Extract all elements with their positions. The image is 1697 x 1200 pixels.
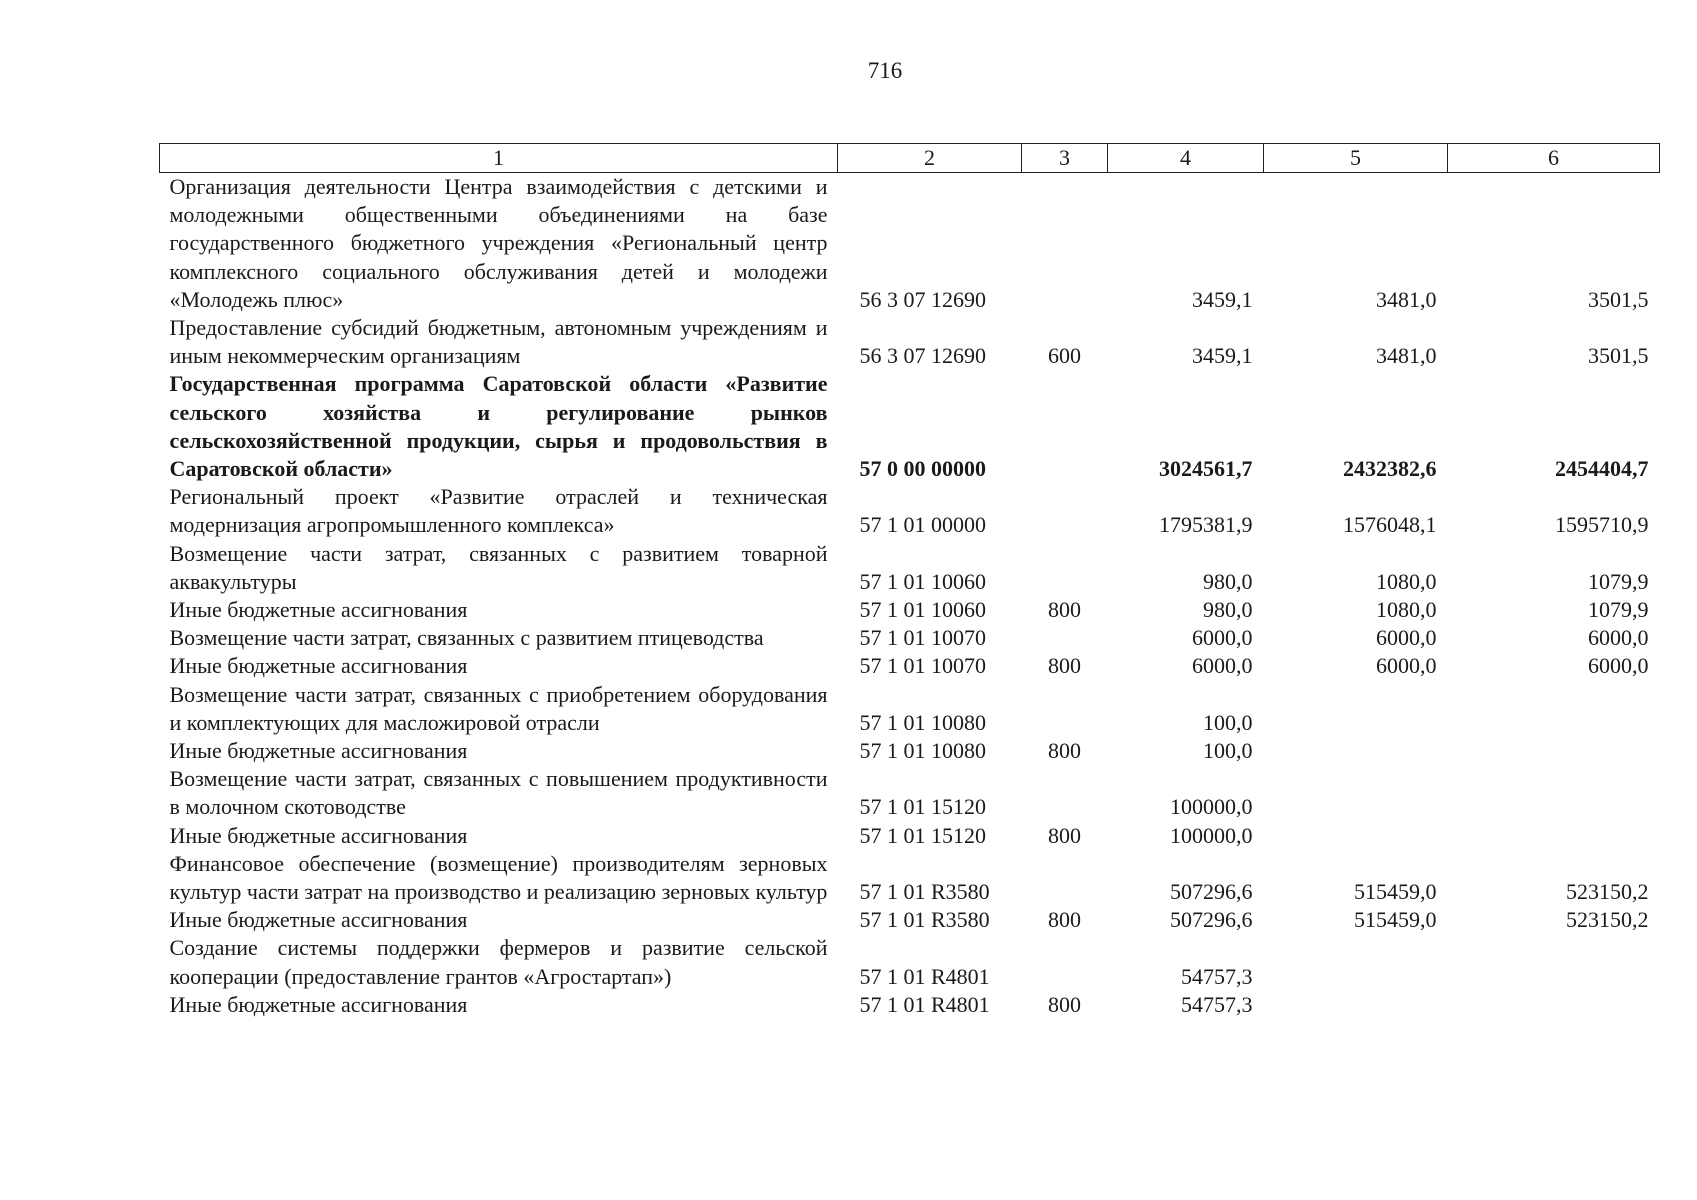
row-value-col4: 100,0: [1203, 738, 1253, 764]
row-code: 57 1 01 10070: [859, 625, 986, 651]
table-row: [160, 737, 1660, 765]
row-value-col4: 100,0: [1203, 709, 1253, 735]
row-group: [1022, 540, 1108, 596]
row-name: Организация деятельности Центра взаимодействия с детскими и молодежными общественными объединениями на базе государственного бюджетного учреждения «Региональный центр комплексного социального обслуживания детей и молодежи «Молодежь плюс»: [169, 174, 828, 312]
row-value-col6: 1079,9: [1588, 568, 1649, 594]
row-value-col6: [1448, 822, 1660, 850]
row-name: Иные бюджетные ассигнования: [169, 738, 468, 764]
row-code: 57 1 01 10060: [859, 568, 986, 594]
row-value-col6: [1448, 934, 1660, 990]
row-value-col5: [1264, 737, 1448, 765]
row-value-col5: 515459,0: [1354, 879, 1437, 905]
row-value-col4: 3459,1: [1192, 343, 1253, 369]
row-value-col4: 980,0: [1203, 568, 1253, 594]
row-value-col5: [1264, 934, 1448, 990]
row-value-col4: 507296,6: [1170, 907, 1253, 933]
table-row: [160, 906, 1660, 934]
row-value-col4: 54757,3: [1181, 991, 1253, 1017]
row-name: Предоставление субсидий бюджетным, автономным учреждениям и иным некоммерческим организациям: [169, 315, 828, 369]
row-name: Возмещение части затрат, связанных с повышением продуктивности в молочном скотоводстве: [169, 766, 828, 820]
row-value-col5: 1080,0: [1376, 568, 1437, 594]
row-value-col6: [1448, 991, 1660, 1019]
row-group: [1022, 624, 1108, 652]
row-value-col6: 523150,2: [1566, 879, 1649, 905]
column-header: 6: [1448, 144, 1660, 173]
table-row: [160, 173, 1660, 315]
row-value-col4: 980,0: [1203, 597, 1253, 623]
row-name: Возмещение части затрат, связанных с развитием птицеводства: [169, 625, 764, 651]
row-value-col4: 3459,1: [1192, 286, 1253, 312]
row-code: 57 1 01 15120: [859, 822, 986, 848]
table-row: [160, 314, 1660, 370]
row-value-col6: 1079,9: [1588, 597, 1649, 623]
row-code: 57 1 01 00000: [859, 512, 986, 538]
table-row: [160, 934, 1660, 990]
row-value-col5: 1080,0: [1376, 597, 1437, 623]
column-header: 1: [160, 144, 838, 173]
row-value-col6: 6000,0: [1588, 625, 1649, 651]
row-code: 57 1 01 10070: [859, 653, 986, 679]
table-header: [160, 144, 1660, 173]
row-name: Иные бюджетные ассигнования: [169, 597, 468, 623]
table-row: [160, 596, 1660, 624]
table-row: [160, 681, 1660, 737]
row-name: Возмещение части затрат, связанных с развитием товарной аквакультуры: [169, 540, 828, 594]
column-header: 2: [838, 144, 1022, 173]
row-group: 800: [1048, 907, 1081, 933]
row-value-col6: 523150,2: [1566, 907, 1649, 933]
row-code: 57 1 01 R4801: [859, 991, 990, 1017]
row-value-col4: 6000,0: [1192, 625, 1253, 651]
row-value-col5: [1264, 822, 1448, 850]
row-value-col5: [1264, 681, 1448, 737]
row-group: [1022, 173, 1108, 315]
row-group: 800: [1048, 738, 1081, 764]
row-name: Региональный проект «Развитие отраслей и техническая модернизация агропромышленного комплекса»: [169, 484, 828, 538]
row-group: [1022, 765, 1108, 821]
row-value-col4: 3024561,7: [1159, 456, 1253, 482]
row-value-col6: 2454404,7: [1555, 456, 1649, 482]
row-value-col5: 6000,0: [1376, 625, 1437, 651]
table-row: [160, 991, 1660, 1019]
row-group: [1022, 850, 1108, 906]
column-header: 3: [1022, 144, 1108, 173]
row-code: 57 0 00 00000: [859, 456, 986, 482]
budget-table: [159, 143, 1660, 1019]
table-row: [160, 624, 1660, 652]
row-name: Иные бюджетные ассигнования: [169, 907, 468, 933]
row-group: 800: [1048, 991, 1081, 1017]
table-row: [160, 540, 1660, 596]
row-code: 57 1 01 10080: [859, 709, 986, 735]
column-header: 4: [1108, 144, 1264, 173]
row-value-col5: 515459,0: [1354, 907, 1437, 933]
row-value-col6: 6000,0: [1588, 653, 1649, 679]
row-value-col6: 1595710,9: [1555, 512, 1649, 538]
row-code: 56 3 07 12690: [859, 286, 986, 312]
table-row: [160, 765, 1660, 821]
row-value-col4: 507296,6: [1170, 879, 1253, 905]
row-group: [1022, 370, 1108, 483]
row-code: 57 1 01 15120: [859, 794, 986, 820]
row-value-col4: 100000,0: [1170, 822, 1253, 848]
row-name: Создание системы поддержки фермеров и развитие сельской кооперации (предоставление грантов «Агростартап»): [169, 935, 828, 989]
row-value-col5: 6000,0: [1376, 653, 1437, 679]
row-group: 800: [1048, 822, 1081, 848]
row-name: Государственная программа Саратовской области «Развитие сельского хозяйства и регулирование рынков сельскохозяйственной продукции, сырья и продовольствия в Саратовской области»: [169, 371, 828, 482]
row-name: Финансовое обеспечение (возмещение) производителям зерновых культур части затрат на производство и реализацию зерновых культур: [169, 850, 828, 905]
row-code: 57 1 01 10060: [859, 597, 986, 623]
table-row: [160, 370, 1660, 483]
row-group: 600: [1048, 343, 1081, 369]
row-group: [1022, 483, 1108, 539]
row-value-col4: 1795381,9: [1159, 512, 1253, 538]
row-value-col6: [1448, 681, 1660, 737]
row-value-col4: 6000,0: [1192, 653, 1253, 679]
row-value-col5: 2432382,6: [1343, 456, 1437, 482]
row-group: [1022, 681, 1108, 737]
row-value-col4: 54757,3: [1181, 963, 1253, 989]
row-code: 57 1 01 R3580: [859, 879, 990, 905]
row-value-col5: [1264, 991, 1448, 1019]
row-name: Иные бюджетные ассигнования: [169, 822, 468, 848]
row-value-col5: 3481,0: [1376, 286, 1437, 312]
table-row: [160, 850, 1660, 906]
row-name: Возмещение части затрат, связанных с приобретением оборудования и комплектующих для масложировой отрасли: [169, 681, 828, 735]
row-value-col5: 1576048,1: [1343, 512, 1437, 538]
row-value-col6: [1448, 737, 1660, 765]
row-group: 800: [1048, 653, 1081, 679]
table-body: [160, 173, 1660, 1020]
row-value-col5: [1264, 765, 1448, 821]
row-code: 57 1 01 R3580: [859, 907, 990, 933]
table-row: [160, 652, 1660, 680]
row-value-col6: [1448, 765, 1660, 821]
row-group: 800: [1048, 597, 1081, 623]
row-code: 57 1 01 R4801: [859, 963, 990, 989]
row-value-col5: 3481,0: [1376, 343, 1437, 369]
row-group: [1022, 934, 1108, 990]
column-header: 5: [1264, 144, 1448, 173]
row-name: Иные бюджетные ассигнования: [169, 991, 468, 1017]
row-code: 56 3 07 12690: [859, 343, 986, 369]
row-value-col6: 3501,5: [1588, 286, 1649, 312]
row-code: 57 1 01 10080: [859, 738, 986, 764]
row-name: Иные бюджетные ассигнования: [169, 653, 468, 679]
row-value-col6: 3501,5: [1588, 343, 1649, 369]
page-number: 716: [867, 58, 903, 83]
table-row: [160, 483, 1660, 539]
table-row: [160, 822, 1660, 850]
row-value-col4: 100000,0: [1170, 794, 1253, 820]
